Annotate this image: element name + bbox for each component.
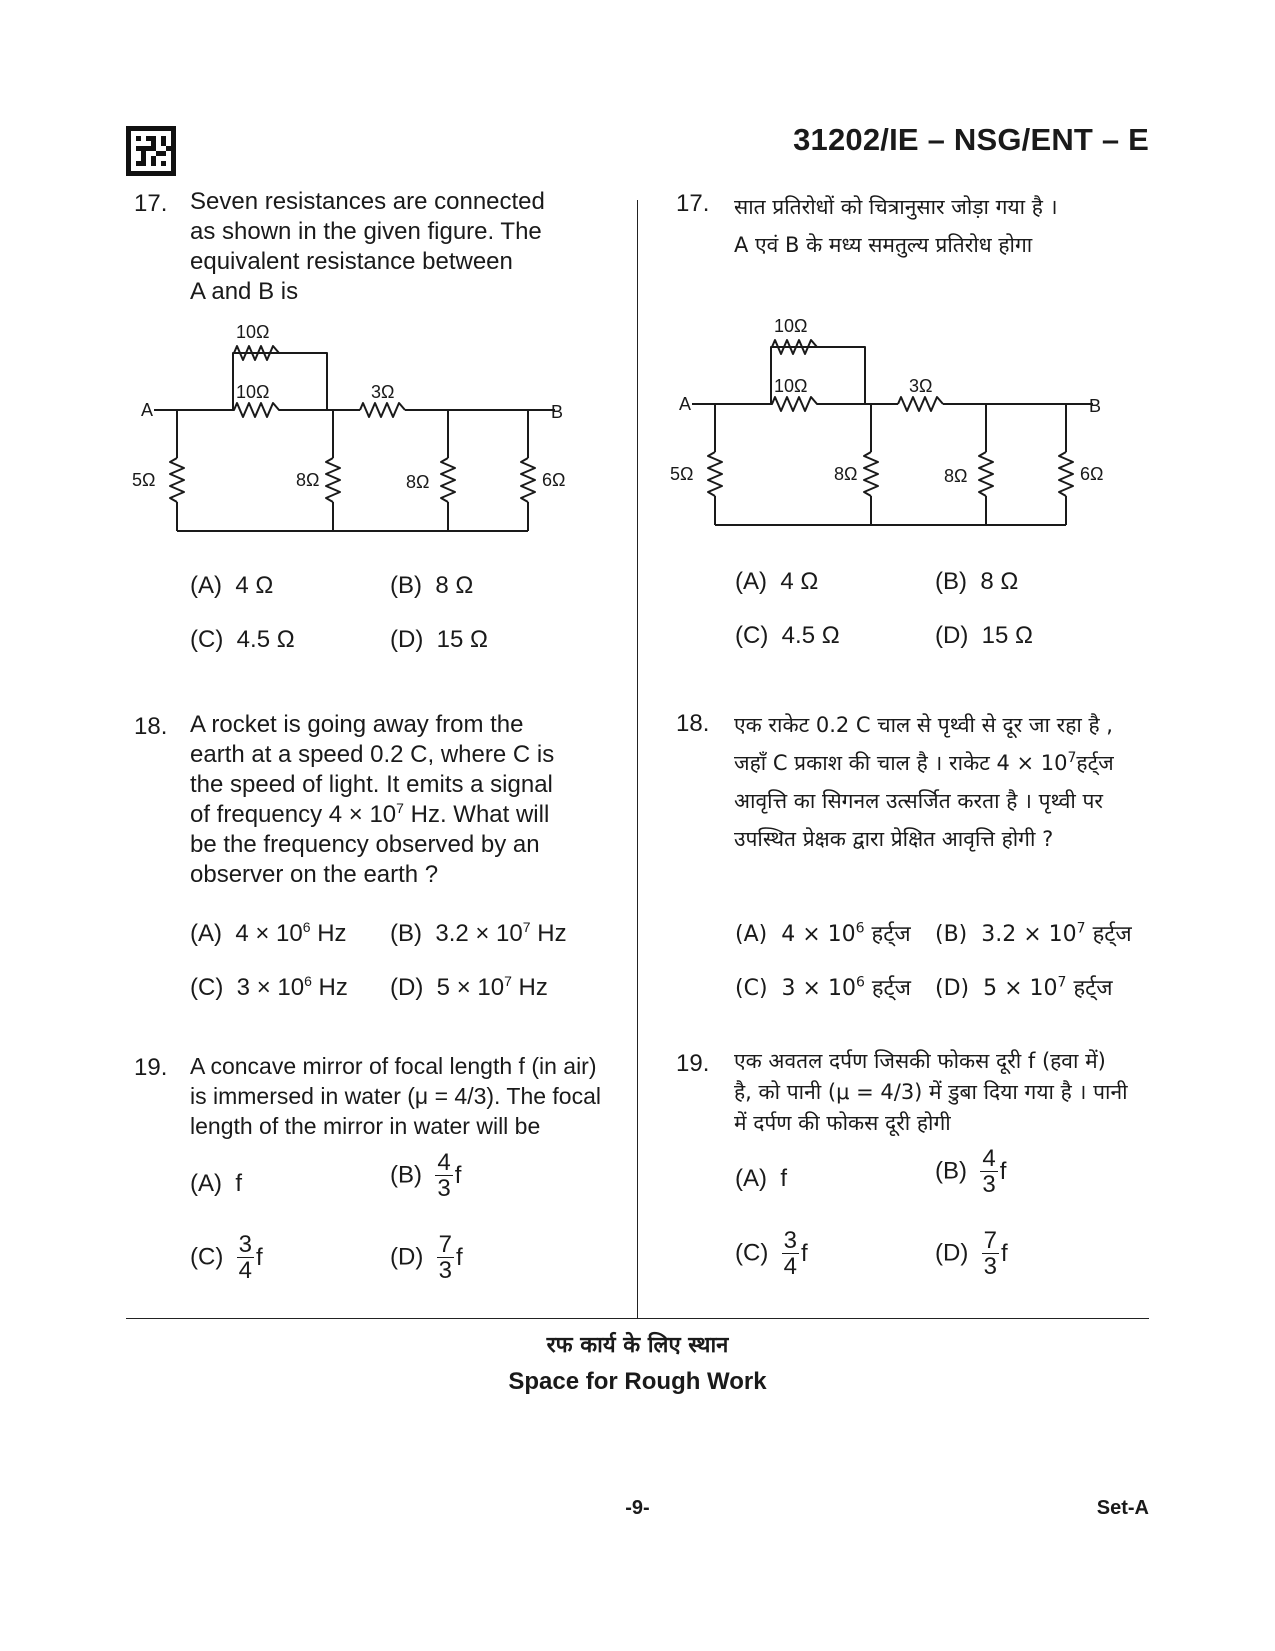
node-a-label: A bbox=[141, 400, 154, 420]
q19-hindi-option-b[interactable]: (B) $\frac{4}{3}$ f bbox=[935, 1145, 1007, 1199]
rough-work-divider bbox=[126, 1318, 1149, 1319]
q19-hindi-number: 19. bbox=[676, 1050, 710, 1077]
q18-option-b[interactable]: (B) $3.2 \times 10^7$ Hz bbox=[390, 919, 567, 947]
hindi-left-resistor-label: 5Ω bbox=[670, 464, 694, 484]
hindi-series-resistor-label: 3Ω bbox=[909, 376, 933, 396]
q17-hindi-text: सात प्रतिरोधों को चित्रानुसार जोड़ा गया है । A एवं B के मध्य समतुल्य प्रतिरोध होगा bbox=[734, 195, 1058, 257]
q18-hindi-text: एक राकेट 0.2 C चाल से पृथ्वी से दूर जा रहा है , जहाँ C प्रकाश की चाल है । राकेट $4 \times 10^7हर्ट्ज$ आवृत्ति का सिगनल उत्सर्जित करता है । पृथ्वी पर उपस्थित प्रेक्षक द्वारा प्रेक्षित आवृत्ति होगी ? bbox=[734, 713, 1114, 851]
qr-code bbox=[126, 126, 176, 176]
shunt-resistor-1-label: 8Ω bbox=[296, 470, 320, 490]
q17-option-d[interactable]: (D) 15 Ω bbox=[390, 626, 488, 653]
q18-hindi-option-c[interactable]: (C) $3 \times 10^6$ हर्ट्ज bbox=[735, 974, 911, 1001]
q18-option-a[interactable]: (A) $4 \times 10^6$ Hz bbox=[190, 919, 347, 947]
q19-option-a[interactable]: (A) f bbox=[190, 1170, 243, 1197]
q19-number: 19. bbox=[134, 1054, 168, 1081]
q19-hindi-option-a[interactable]: (A) f bbox=[735, 1165, 788, 1192]
q19-hindi-option-d[interactable]: (D) $\frac{7}{3}$ f bbox=[935, 1227, 1008, 1281]
set-label: Set-A bbox=[1096, 1497, 1149, 1519]
paper-code: 31202/IE – NSG/ENT – E bbox=[793, 122, 1149, 157]
q18-text: A rocket is going away from the earth at a speed 0.2 C, where C is the speed of light. It emits a signal of frequency $4 \times 10^7$ Hz. What will be the frequency observed by an observer on the earth ? bbox=[190, 711, 555, 888]
q17-option-b[interactable]: (B) 8 Ω bbox=[390, 572, 474, 599]
left-resistor-label: 5Ω bbox=[132, 470, 156, 490]
mid-resistor-label: 10Ω bbox=[236, 382, 270, 402]
q17-hindi-number: 17. bbox=[676, 190, 710, 217]
q19-option-c[interactable]: (C) $\frac{3}{4}$ f bbox=[190, 1231, 263, 1285]
q17-text: Seven resistances are connected as shown in the given figure. The equivalent resistance between A and B is bbox=[190, 188, 545, 305]
rough-work-hindi-label: रफ कार्य के लिए स्थान bbox=[546, 1333, 729, 1358]
top-resistor-label: 10Ω bbox=[236, 322, 270, 342]
q17-hindi-option-b[interactable]: (B) 8 Ω bbox=[935, 568, 1019, 595]
hindi-mid-resistor-label: 10Ω bbox=[774, 376, 808, 396]
hindi-shunt-resistor-1-label: 8Ω bbox=[834, 464, 858, 484]
column-divider bbox=[637, 200, 638, 1318]
q18-hindi-option-a[interactable]: (A) $4 \times 10^6$ हर्ट्ज bbox=[735, 920, 911, 947]
hindi-shunt-resistor-2-label: 8Ω bbox=[944, 466, 968, 486]
q19-option-d[interactable]: (D) $\frac{7}{3}$ f bbox=[390, 1231, 463, 1285]
q18-hindi-option-b[interactable]: (B) $3.2 \times 10^7$ हर्ट्ज bbox=[935, 920, 1132, 947]
q19-hindi-text: एक अवतल दर्पण जिसकी फोकस दूरी f (हवा में) है, को पानी (μ = 4/3) में डुबा दिया गया है । पानी में दर्पण की फोकस दूरी होगी bbox=[734, 1049, 1128, 1135]
q17-hindi-circuit-diagram bbox=[668, 312, 1128, 542]
q19-text: A concave mirror of focal length f (in air) is immersed in water (μ = 4/3). The focal length of the mirror in water will be bbox=[190, 1053, 602, 1139]
q18-hindi-number: 18. bbox=[676, 710, 710, 737]
q17-option-a[interactable]: (A) 4 Ω bbox=[190, 572, 274, 599]
hindi-node-b-label: B bbox=[1089, 396, 1102, 416]
q18-hindi-option-d[interactable]: (D) $5 \times 10^7$ हर्ट्ज bbox=[935, 974, 1113, 1001]
hindi-top-resistor-label: 10Ω bbox=[774, 316, 808, 336]
series-resistor-label: 3Ω bbox=[371, 382, 395, 402]
shunt-resistor-2-label: 8Ω bbox=[406, 472, 430, 492]
q17-hindi-option-a[interactable]: (A) 4 Ω bbox=[735, 568, 819, 595]
q17-circuit-diagram bbox=[130, 318, 590, 548]
q18-option-c[interactable]: (C) $3 \times 10^6$ Hz bbox=[190, 973, 348, 1001]
q18-option-d[interactable]: (D) $5 \times 10^7$ Hz bbox=[390, 973, 548, 1001]
q17-hindi-option-c[interactable]: (C) 4.5 Ω bbox=[735, 622, 840, 649]
q17-hindi-option-d[interactable]: (D) 15 Ω bbox=[935, 622, 1033, 649]
hindi-node-a-label: A bbox=[679, 394, 692, 414]
q17-option-c[interactable]: (C) 4.5 Ω bbox=[190, 626, 295, 653]
q19-option-b[interactable]: (B) $\frac{4}{3}$ f bbox=[390, 1149, 462, 1203]
hindi-right-resistor-label: 6Ω bbox=[1080, 464, 1104, 484]
node-b-label: B bbox=[551, 402, 564, 422]
rough-work-label: Space for Rough Work bbox=[508, 1368, 767, 1395]
right-resistor-label: 6Ω bbox=[542, 470, 566, 490]
q19-hindi-option-c[interactable]: (C) $\frac{3}{4}$ f bbox=[735, 1227, 808, 1281]
page-number: -9- bbox=[625, 1497, 650, 1519]
q18-number: 18. bbox=[134, 713, 168, 740]
q17-number: 17. bbox=[134, 190, 168, 217]
